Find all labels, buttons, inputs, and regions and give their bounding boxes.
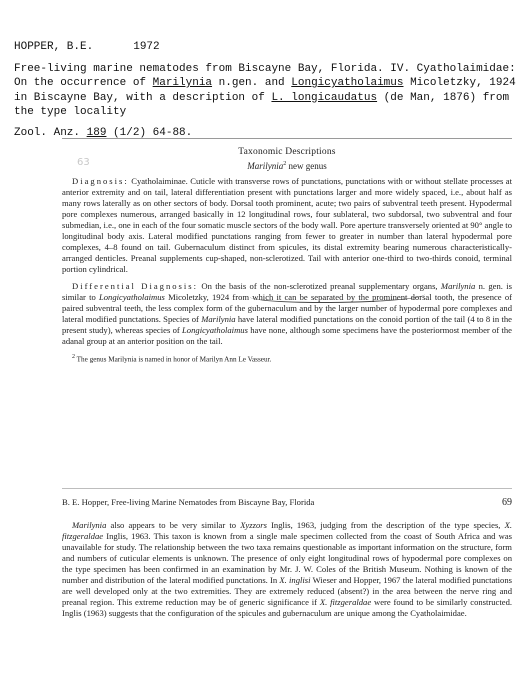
citation-title-text: Free-living marine nematodes from Biscayne Bay, Florida. IV. Cyatholaimidae: On the occurrence of — [14, 62, 516, 89]
diagnosis-text: Cyatholaiminae. Cuticle with transverse rows of punctations, punctations with or without stellate processes at anterior extremity and on tail, lateral differentiation present with punctations larger and more widely spaced, i.e., about half as many rows laterally as on other sectors of body. Dorsal tooth prominent, acute; two pairs of subventral teeth present. Hypodermal pore complexes numerous, arranged basically in 12 longitudinal rows, four sublateral, two subdorsal, two subventral and four submedian, i.e., one in each of the four somatic muscle sectors of the body wall. Pore aperture transversely oriented at 90° angle to longitudinal body axis. Lateral modified punctations ranging from fewer to greater in number than lateral hypodermal pore complexes, 4–8 found on tail. Gubernaculum distinct from spicules, its distal extremity bearing numerous characteristically-arranged denticles. Preanal supplements cup-shaped, non-sclerotized. Tail with anterior one-third to two-thirds conoid, terminal portion cylindrical. — [62, 176, 512, 274]
diagnosis-lead: Diagnosis: — [72, 176, 129, 186]
running-head — [62, 497, 512, 508]
dd-taxon: Longicyatholaimus — [98, 292, 165, 302]
taxon-name: Xyzzors — [240, 520, 267, 530]
running-head-text: B. E. Hopper, Free-living Marine Nematodes from Biscayne Bay, Florida — [62, 497, 315, 507]
page-number: 69 — [502, 497, 512, 508]
scan-page-top — [62, 138, 512, 364]
citation-volume: 189 — [86, 126, 107, 139]
citation-genus: Marilynia — [152, 77, 213, 89]
footnote-number: 2 — [72, 354, 75, 360]
citation-pages: (1/2) 64-88. — [106, 126, 193, 139]
scan-page-bottom — [62, 488, 512, 625]
genus-heading — [62, 161, 512, 171]
taxon-name: X. inglisi — [279, 575, 311, 585]
dd-text: have lateral modified punctations on the conoid portion of the tail (4 to 8 in the present study), whereas species of — [62, 314, 512, 335]
body-text: Inglis, 1963. This taxon is known from a single male specimen collected from the coast of South Africa and was unavailable for study. The relationship between the two taxa remains questionable as important information on the structure, form and numbers of cuticular elements is unknown. The presence of only eight longitudinal rows of hypodermal pore complexes on the type specimen has been confirmed in an examination by Mr. J. W. Coles of the British Museum. Nothing is known of the number and distribution of the lateral modified punctations. In — [62, 531, 512, 585]
taxon-name: X. fitzgeraldae — [319, 597, 372, 607]
citation-genus: Longicyatholaimus — [291, 77, 404, 89]
library-stamp: 63 — [77, 157, 90, 168]
citation-title — [14, 62, 519, 120]
citation-title-text: n.gen. and — [212, 77, 292, 89]
body-text: were found to be similarly constructed. Inglis (1963) suggests that the configuration of the spicules and gubernaculum are unique among the Cyatholaimidae. — [62, 597, 513, 618]
citation-author: HOPPER, B.E. — [14, 41, 94, 53]
citation-journal: Zool. Anz. — [14, 126, 87, 139]
dd-lead: Differential Diagnosis: — [72, 281, 199, 291]
diagnosis-paragraph — [62, 176, 512, 275]
body-text: Wieser and Hopper, 1967 the lateral modified punctations are well developed only at the two extremities. They are extremely reduced (absent?) in the area between the nerve ring and preanal region. This extreme reduction may be of generic significance if — [62, 575, 512, 607]
citation-title-text: Micoletzky, 1924 in Biscayne Bay, with a description of — [14, 77, 516, 104]
taxon-name: X. fitzgeraldae — [62, 520, 512, 541]
dd-taxon: Marilynia — [440, 281, 476, 291]
dd-text: On the basis of the non-sclerotized preanal supplementary organs, — [198, 281, 441, 291]
comparison-paragraph — [62, 520, 512, 619]
dd-text: n. gen. is similar to — [62, 281, 512, 302]
body-text: also appears to be very similar to — [106, 520, 241, 530]
dd-taxon: Marilynia — [201, 314, 236, 324]
citation-species: L. longicaudatus — [271, 91, 378, 104]
body-text: Inglis, 1963, judging from the description of the type species, — [266, 520, 505, 530]
dd-taxon: Longicyatholaimus — [182, 325, 248, 335]
genus-suffix: new genus — [286, 161, 327, 171]
footnote — [72, 353, 512, 364]
dd-text: Micoletzky, 1924 from which it can be separated by the prominent dorsal tooth, the presence of paired subventral teeth, the less complex form of the gubernaculum and by the larger number of hypodermal pore complexes and lateral modified punctations. Species of — [62, 292, 512, 324]
footnote-marker: 2 — [283, 161, 287, 167]
citation-year: 1972 — [133, 41, 160, 53]
citation-block — [14, 40, 519, 140]
footnote-text: The genus Marilynia is named in honor of Marilyn Ann Le Vasseur. — [75, 355, 272, 364]
taxon-name: Marilynia — [72, 520, 107, 530]
dd-text: have none, although some specimens have the posteriormost member of the adanal group at an anterior position on the tail. — [62, 325, 512, 346]
section-title: Taxonomic Descriptions — [238, 147, 336, 157]
citation-header — [14, 40, 519, 55]
citation-title-text: (de Man, 1876) from the type locality — [14, 91, 510, 118]
genus-name: Marilynia — [247, 161, 284, 171]
